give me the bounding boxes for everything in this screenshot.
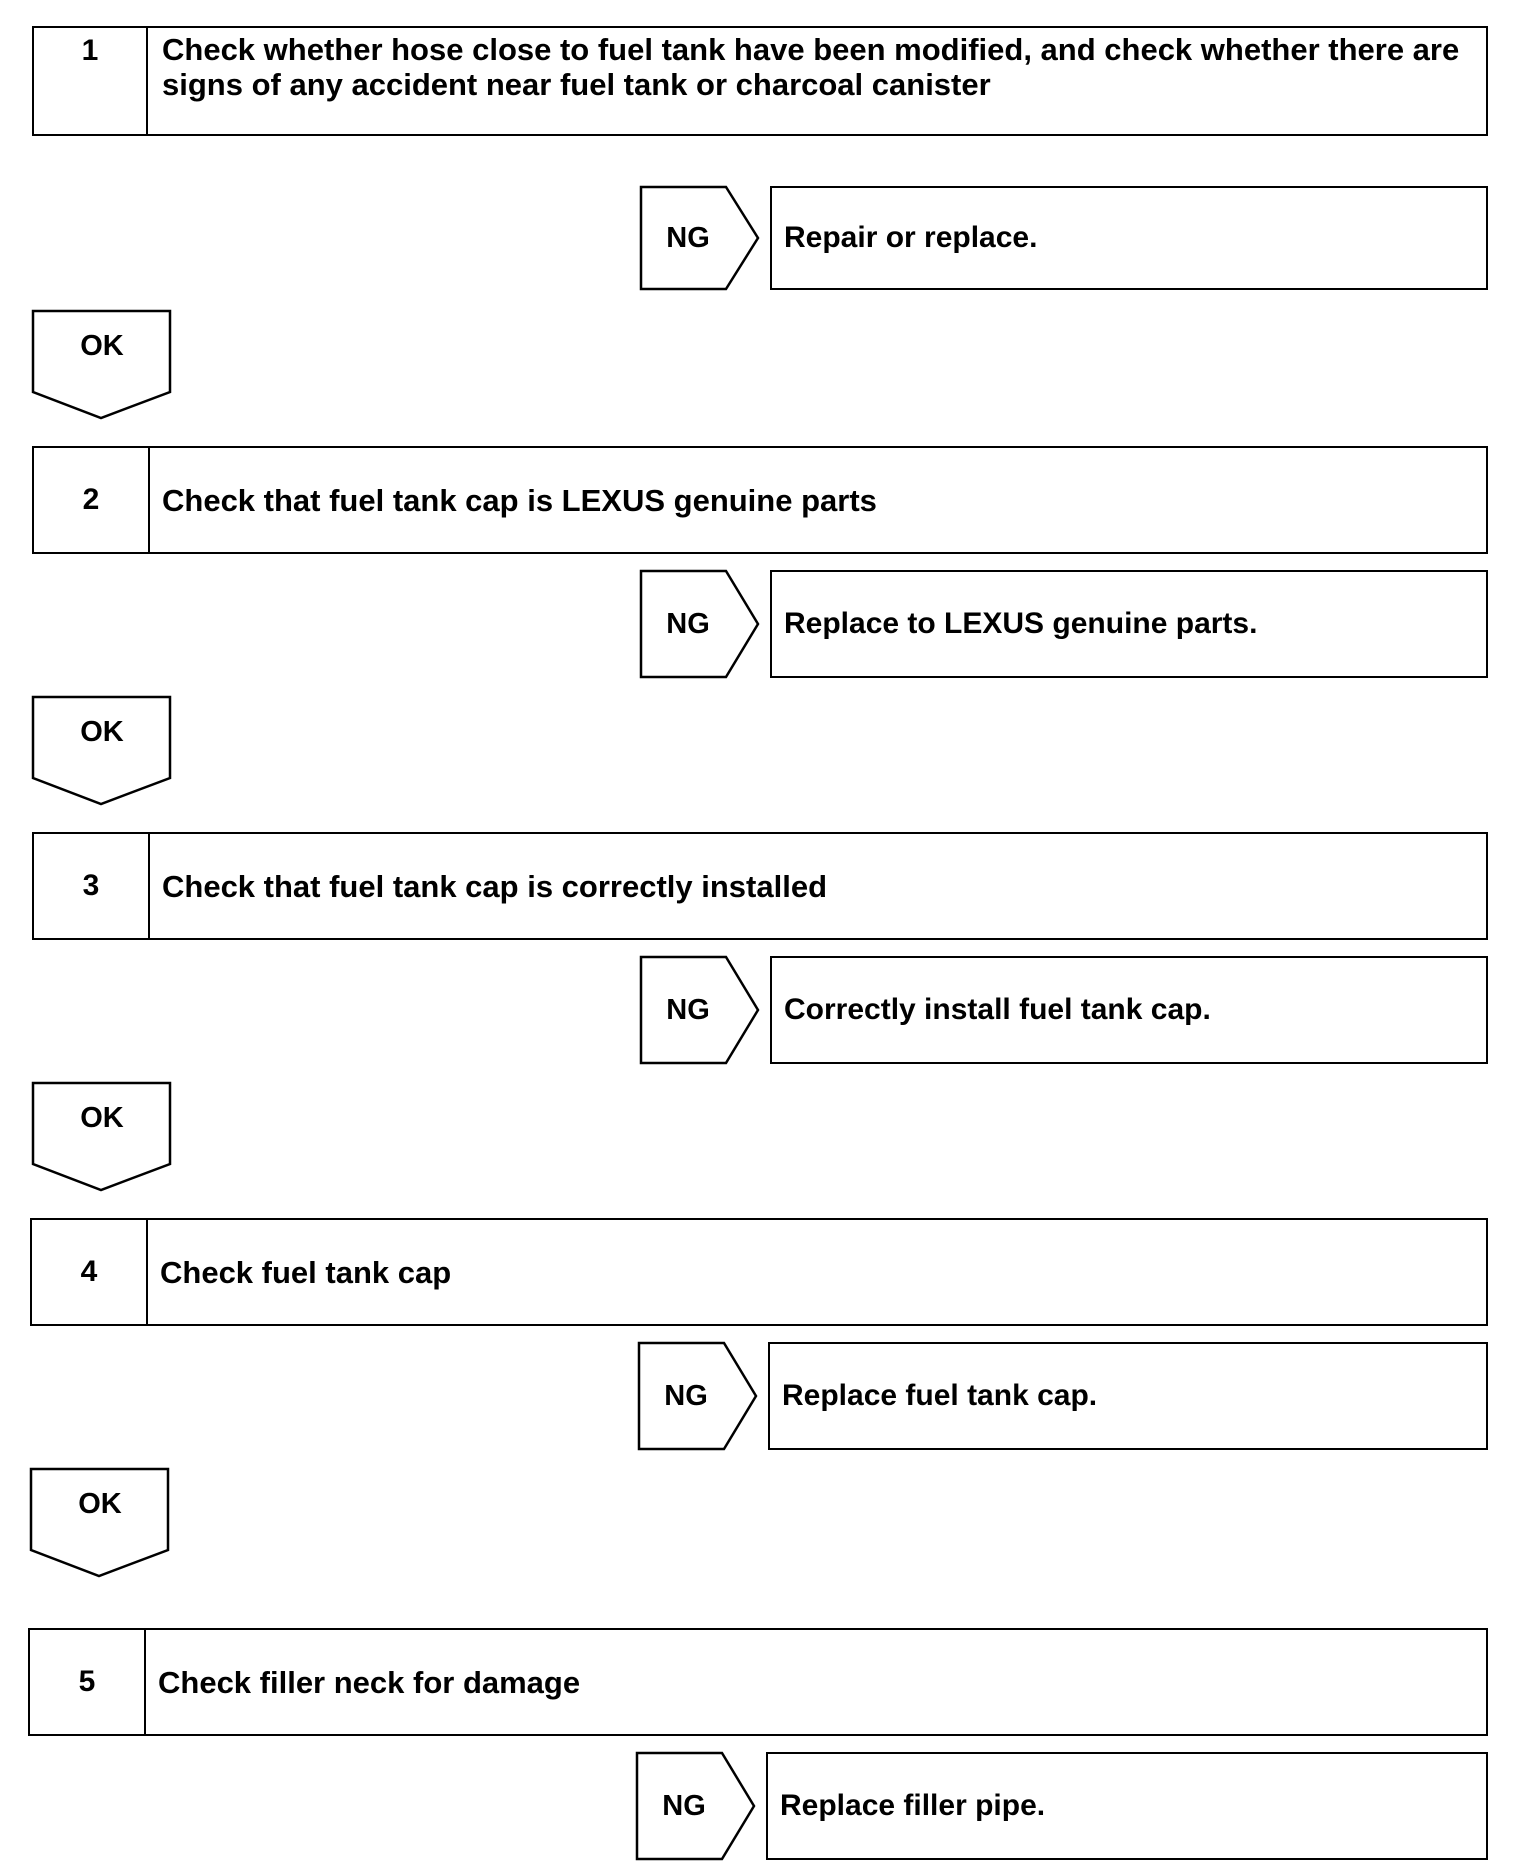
ng-arrow-1-label: NG <box>666 221 710 254</box>
step-1-box <box>32 26 1488 136</box>
ok-arrow-1-shape <box>32 310 172 420</box>
ok-arrow-3-shape <box>32 1082 172 1192</box>
step-5-number: 5 <box>30 1630 146 1734</box>
ok-arrow-3 <box>32 1082 172 1192</box>
ok-arrow-4 <box>30 1468 170 1578</box>
ok-arrow-4-shape <box>30 1468 170 1578</box>
ok-arrow-2 <box>32 696 172 806</box>
ok-arrow-2-label: OK <box>80 715 124 748</box>
step-4-box <box>30 1218 1488 1326</box>
ng-arrow-2 <box>640 570 760 678</box>
step-4-number: 4 <box>32 1220 148 1324</box>
ng-result-5: Replace filler pipe. <box>766 1752 1488 1860</box>
ng-result-3: Correctly install fuel tank cap. <box>770 956 1488 1064</box>
ng-arrow-4 <box>638 1342 758 1450</box>
ok-arrow-3-label: OK <box>80 1101 124 1134</box>
ng-result-4: Replace fuel tank cap. <box>768 1342 1488 1450</box>
step-2-text: Check that fuel tank cap is LEXUS genuine parts <box>162 482 877 518</box>
ok-arrow-4-label: OK <box>78 1487 122 1520</box>
step-2-box <box>32 446 1488 554</box>
step-3-box <box>32 832 1488 940</box>
ng-arrow-5-label: NG <box>662 1789 706 1822</box>
ng-result-2: Replace to LEXUS genuine parts. <box>770 570 1488 678</box>
ok-arrow-1 <box>32 310 172 420</box>
ng-arrow-3-label: NG <box>666 993 710 1026</box>
step-4-text: Check fuel tank cap <box>160 1254 452 1290</box>
step-3-text: Check that fuel tank cap is correctly installed <box>162 868 828 904</box>
ng-arrow-2-label: NG <box>666 607 710 640</box>
step-3-number: 3 <box>34 834 150 938</box>
ok-arrow-2-shape <box>32 696 172 806</box>
step-1-text: Check whether hose close to fuel tank have been modified, and check whether there are signs of any accident near fuel tank or charcoal canister <box>162 32 1460 102</box>
step-5-text: Check filler neck for damage <box>158 1664 581 1700</box>
ng-arrow-3 <box>640 956 760 1064</box>
ng-arrow-1 <box>640 186 760 290</box>
step-1-number: 1 <box>34 28 148 134</box>
ng-arrow-5 <box>636 1752 756 1860</box>
ok-arrow-1-label: OK <box>80 329 124 362</box>
step-2-number: 2 <box>34 448 150 552</box>
ng-arrow-4-label: NG <box>664 1379 708 1412</box>
ng-result-1: Repair or replace. <box>770 186 1488 290</box>
step-5-box <box>28 1628 1488 1736</box>
